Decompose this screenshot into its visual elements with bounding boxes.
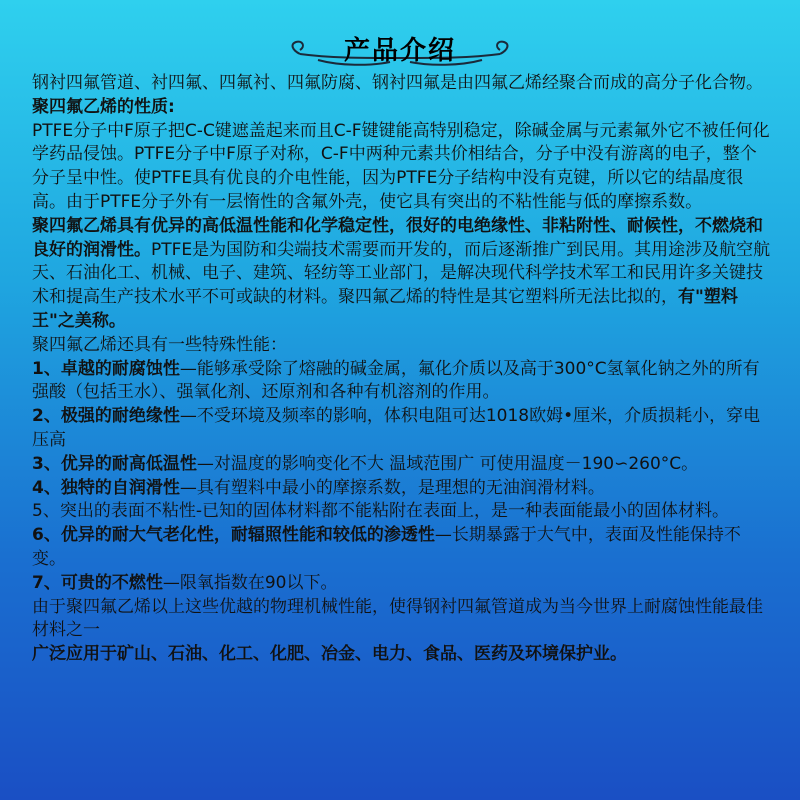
list-item	[32, 405, 772, 453]
product-description	[32, 72, 772, 667]
item-4-text: —具有塑料中最小的摩擦系数，是理想的无油润滑材料。	[179, 477, 605, 498]
item-4-bold: 4、独特的自润滑性	[32, 477, 180, 498]
page-title: 产品介绍	[343, 36, 456, 66]
performance-text: PTFE是为国防和尖端技术需要而开发的，而后逐渐推广到民用。其用途涉及航空航天、石油化工、机械、电子、建筑、轻纺等工业部门，是解决现代科学技术军工和民用许多关键技术和提高生产技术水平不可或缺的材料。聚四氟乙烯的特性是其它塑料所无法比拟的，	[32, 239, 771, 308]
header	[0, 14, 800, 74]
item-6-bold: 6、优异的耐大气老化性，耐辐照性能和较低的渗透性	[32, 525, 435, 546]
conclusion-paragraph: 由于聚四氟乙烯以上这些优越的物理机械性能，使得钢衬四氟管道成为当今世界上耐腐蚀性能最佳材料之一	[32, 596, 763, 641]
performance-bold: 聚四氟乙烯具有优异的高低温性能和化学稳定性，很好的电绝缘性、非粘附性、耐候性，不燃烧和良好的润滑性。	[32, 215, 763, 260]
intro-paragraph: 钢衬四氟管道、衬四氟、四氟衬、四氟防腐、钢衬四氟是由四氟乙烯经聚合而成的高分子化合物。	[32, 73, 763, 93]
properties-paragraph: PTFE分子中F原子把C-C键遮盖起来而且C-F键键能高特别稳定，除碱金属与元素氟外它不被任何化学药品侵蚀。PTFE分子中F原子对称，C-F中两种元素共价相结合，分子中没有游离的电子，整个分子呈中性。使PTFE具有优良的介电性能，因为PTFE分子结构中没有克键，所以它的结晶度很高。由于PTFE分子外有一层惰性的含氟外壳，使它具有突出的不粘性能与低的摩擦系数。	[32, 120, 770, 212]
application-text: 广泛应用于矿山、石油、化工、化肥、冶金、电力、食品、医药及环境保护业。	[32, 644, 627, 665]
item-5-text: 5、突出的表面不粘性-已知的固体材料都不能粘附在表面上，是一种表面能最小的固体材料。	[32, 501, 729, 522]
performance-end: 有"塑料王"之美称。	[32, 287, 738, 331]
special-intro: 聚四氟乙烯还具有一些特殊性能：	[32, 334, 287, 355]
item-7-bold: 7、可贵的不燃性	[32, 572, 163, 593]
item-7-text: —限氧指数在90以下。	[162, 572, 338, 593]
list-item	[32, 500, 772, 524]
item-2-bold: 2、极强的耐绝缘性	[32, 406, 180, 427]
performance-paragraph	[32, 215, 772, 334]
item-3-text: —对温度的影响变化不大 温域范围广 可使用温度－190∽260°C。	[196, 453, 699, 474]
item-1-text: —能够承受除了熔融的碱金属，氟化介质以及高于300°C氢氧化钠之外的所有强酸（包括王水）、强氧化剂、还原剂和各种有机溶剂的作用。	[32, 358, 760, 403]
item-1-bold: 1、卓越的耐腐蚀性	[32, 358, 180, 379]
list-item	[32, 453, 772, 477]
item-6-text: —长期暴露于大气中，表面及性能保持不变。	[32, 525, 741, 569]
properties-heading-text: 聚四氟乙烯的性质:	[32, 96, 175, 117]
item-3-bold: 3、优异的耐高低温性	[32, 453, 197, 474]
list-item	[32, 477, 772, 501]
list-item	[32, 572, 772, 596]
list-item	[32, 524, 772, 572]
properties-heading	[32, 96, 772, 120]
application-paragraph	[32, 643, 772, 667]
item-2-text: —不受环境及频率的影响，体积电阻可达1018欧姆•厘米，介质损耗小，穿电压高	[32, 406, 761, 450]
list-item	[32, 358, 772, 406]
